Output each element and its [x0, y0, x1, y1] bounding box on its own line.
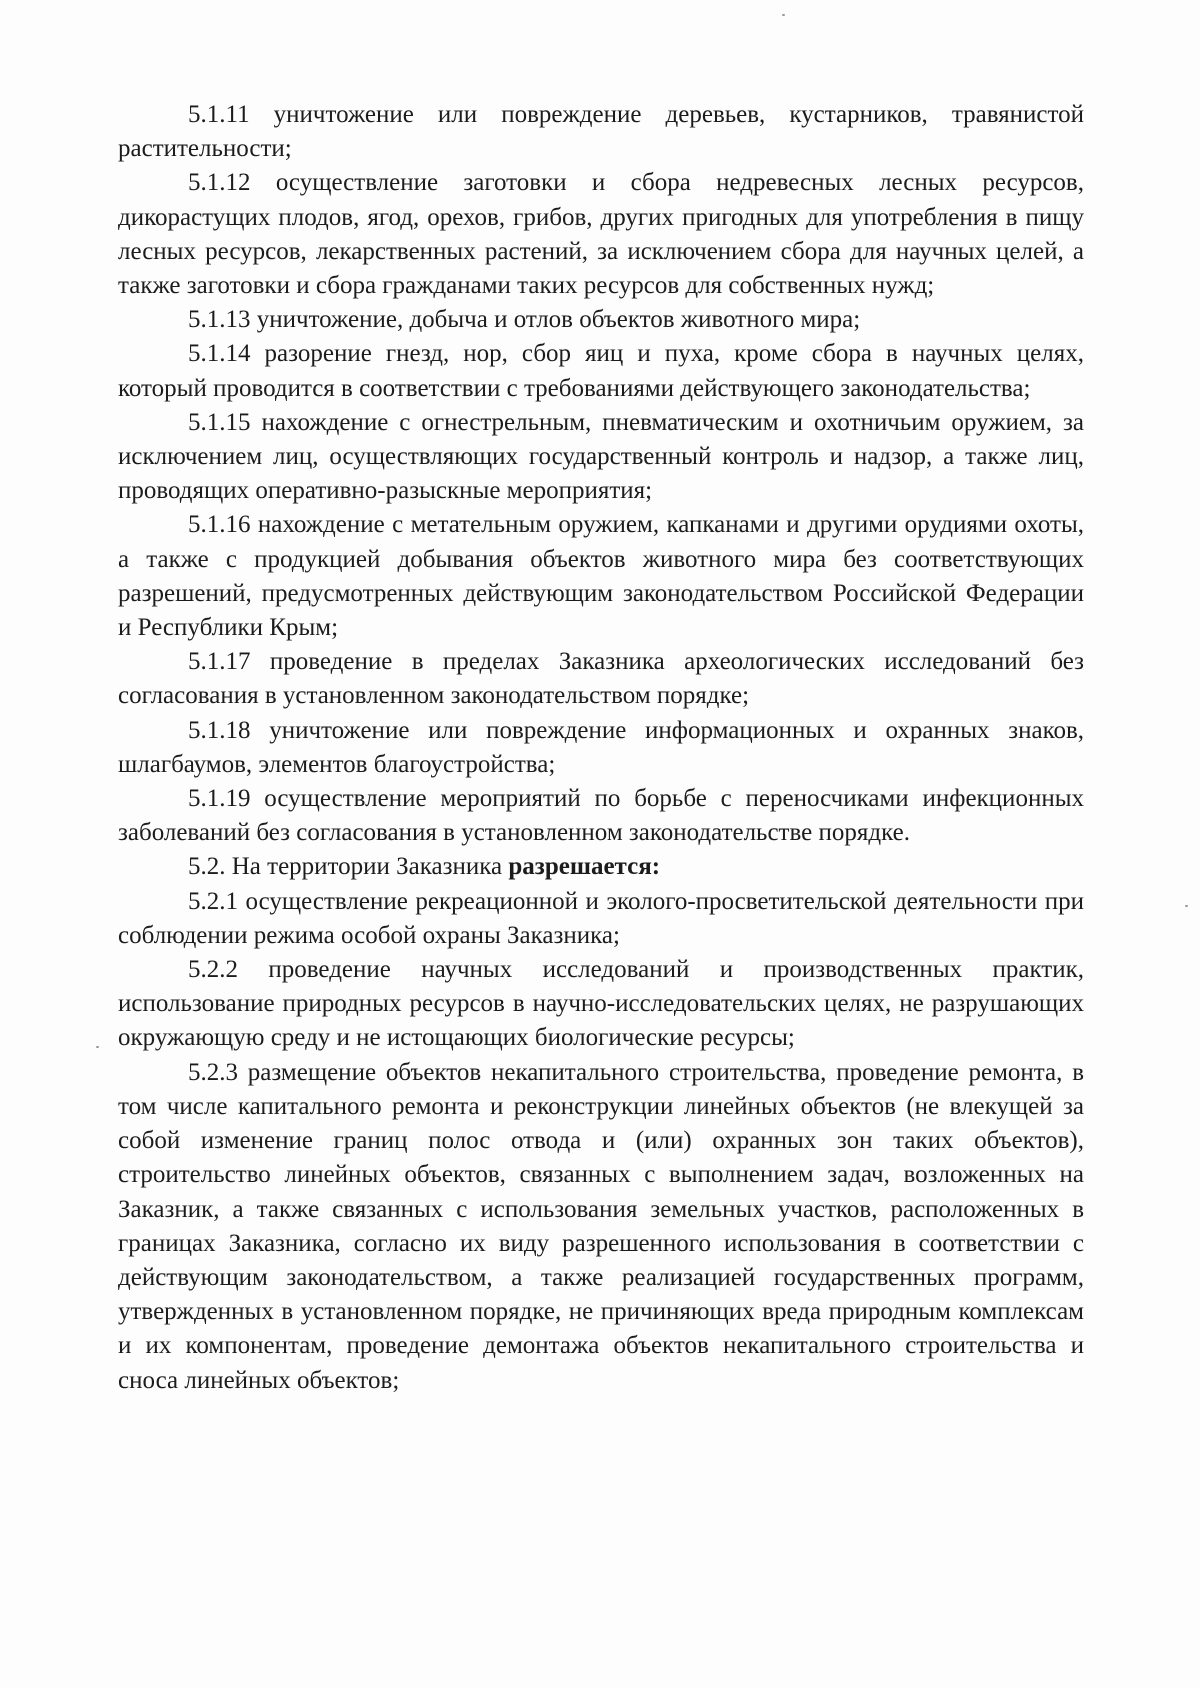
paragraph-5-1-19: 5.1.19 осуществление мероприятий по борьбе с переносчиками инфекционных заболеваний без согласования в установленном законодательстве порядке.	[118, 785, 1084, 847]
scan-speck	[96, 1046, 99, 1048]
document-body	[118, 98, 1084, 1398]
section-5-2-heading	[118, 850, 1084, 884]
paragraph-5-1-11: 5.1.11 уничтожение или повреждение деревьев, кустарников, травянистой растительности;	[118, 101, 1084, 163]
paragraph-5-1-16: 5.1.16 нахождение с метательным оружием, капканами и другими орудиями охоты, а также с продукцией добывания объектов животного мира без соответствующих разрешений, предусмотренных действующим законодательством Российской Федерации и Республики Крым;	[118, 511, 1084, 642]
section-5-2-prefix: 5.2. На территории Заказника	[188, 853, 509, 881]
section-5-2-emphasis: разрешается:	[508, 853, 661, 881]
paragraph-5-1-17: 5.1.17 проведение в пределах Заказника археологических исследований без согласования в установленном законодательством порядке;	[118, 648, 1084, 710]
paragraph-5-2-1: 5.2.1 осуществление рекреационной и эколого-просветительской деятельности при соблюдении режима особой охраны Заказника;	[118, 887, 1084, 949]
paragraph-5-1-13: 5.1.13 уничтожение, добыча и отлов объектов животного мира;	[188, 306, 861, 334]
paragraph-5-1-14: 5.1.14 разорение гнезд, нор, сбор яиц и пуха, кроме сбора в научных целях, который проводится в соответствии с требованиями действующего законодательства;	[118, 340, 1084, 402]
paragraph-5-1-18: 5.1.18 уничтожение или повреждение информационных и охранных знаков, шлагбаумов, элементов благоустройства;	[118, 716, 1084, 778]
scan-speck	[1185, 905, 1188, 907]
paragraph-5-1-15: 5.1.15 нахождение с огнестрельным, пневматическим и охотничьим оружием, за исключением лиц, осуществляющих государственный контроль и надзор, а также лиц, проводящих оперативно-разыскные мероприятия;	[118, 408, 1084, 505]
paragraph-5-2-2: 5.2.2 проведение научных исследований и производственных практик, использование природных ресурсов в научно-исследовательских целях, не разрушающих окружающую среду и не истощающих биологические ресурсы;	[118, 956, 1084, 1052]
scan-speck	[782, 14, 785, 16]
paragraph-5-1-12: 5.1.12 осуществление заготовки и сбора недревесных лесных ресурсов, дикорастущих плодов, ягод, орехов, грибов, других пригодных для употребления в пищу лесных ресурсов, лекарственных растений, за исключением сбора для научных целей, а также заготовки и сбора гражданами таких ресурсов для собственных нужд;	[118, 169, 1084, 300]
paragraph-5-2-3: 5.2.3 размещение объектов некапитального строительства, проведение ремонта, в том числе капитального ремонта и реконструкции линейных объектов (не влекущей за собой изменение границ полос отвода и (или) охранных зон таких объектов), строительство линейных объектов, связанных с выполнением задач, возложенных на Заказник, а также связанных с использования земельных участков, расположенных в границах Заказника, согласно их виду разрешенного использования в соответствии с действующим законодательством, а также реализацией государственных программ, утвержденных в установленном порядке, не причиняющих вреда природным комплексам и их компонентам, проведение демонтажа объектов некапитального строительства и сноса линейных объектов;	[118, 1058, 1084, 1394]
